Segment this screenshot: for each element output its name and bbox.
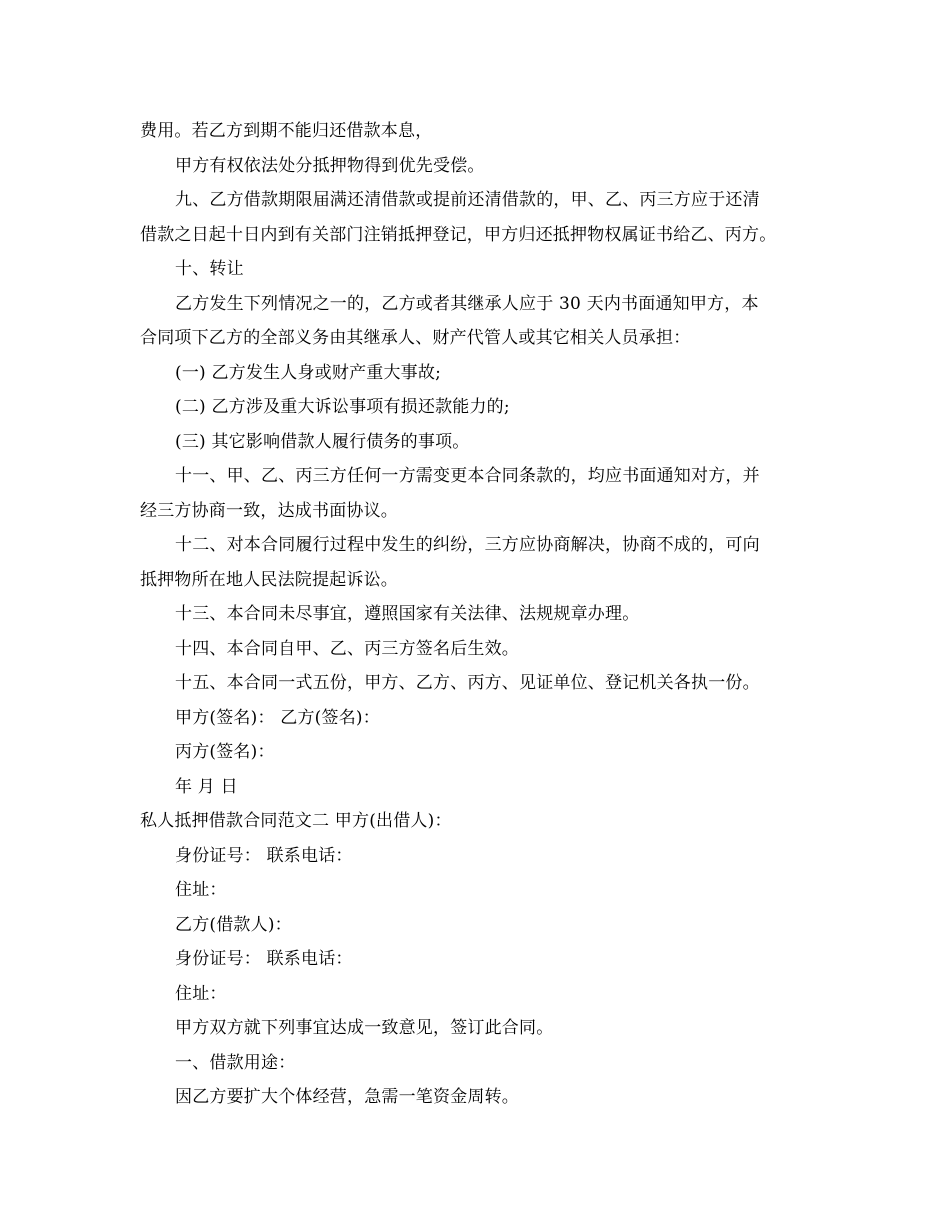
list-item-3: (三) 其它影响借款人履行债务的事项。 [175, 431, 470, 452]
paragraph-line: 甲方有权依法处分抵押物得到优先受偿。 [175, 155, 485, 176]
clause-10-line: 乙方发生下列情况之一的，乙方或者其继承人应于 30 天内书面通知甲方，本 [175, 293, 759, 314]
list-item-1: (一) 乙方发生人身或财产重大事故; [175, 362, 441, 383]
date-line: 年 月 日 [175, 776, 238, 797]
clause-12-continuation: 抵押物所在地人民法院提起诉讼。 [140, 569, 398, 590]
clause-9-continuation: 借款之日起十日内到有关部门注销抵押登记，甲方归还抵押物权属证书给乙、丙方。 [140, 224, 777, 245]
borrower-address-line: 住址： [175, 983, 227, 1004]
clause-10-continuation: 合同项下乙方的全部义务由其继承人、财产代管人或其它相关人员承担： [140, 328, 691, 348]
clause-9-line: 九、乙方借款期限届满还清借款或提前还清借款的，甲、乙、丙三方应于还清 [175, 190, 760, 210]
paragraph-line: 费用。若乙方到期不能归还借款本息， [140, 121, 433, 141]
clause-14-line: 十四、本合同自甲、乙、丙三方签名后生效。 [175, 638, 519, 659]
loan-purpose-text: 因乙方要扩大个体经营，急需一笔资金周转。 [175, 1087, 519, 1107]
borrower-line: 乙方(借款人)： [175, 914, 292, 935]
lender-id-line: 身份证号： 联系电话： [175, 845, 353, 866]
lender-address-line: 住址： [175, 880, 227, 900]
signature-line-jia-yi: 甲方(签名)： 乙方(签名)： [175, 707, 380, 728]
borrower-id-line: 身份证号： 联系电话： [175, 949, 353, 969]
loan-purpose-heading: 一、借款用途： [175, 1052, 296, 1073]
clause-10-heading: 十、转让 [175, 259, 244, 279]
clause-13-line: 十三、本合同未尽事宜，遵照国家有关法律、法规规章办理。 [175, 604, 640, 624]
second-contract-title: 私人抵押借款合同范文二 甲方(出借人)： [140, 811, 452, 831]
clause-11-line: 十一、甲、乙、丙三方任何一方需变更本合同条款的，均应书面通知对方，并 [175, 466, 760, 486]
clause-11-continuation: 经三方协商一致，达成书面协议。 [140, 500, 398, 521]
agreement-statement: 甲方双方就下列事宜达成一致意见，签订此合同。 [175, 1018, 554, 1038]
list-item-2: (二) 乙方涉及重大诉讼事项有损还款能力的; [175, 397, 510, 417]
signature-line-bing: 丙方(签名)： [175, 742, 275, 762]
clause-12-line: 十二、对本合同履行过程中发生的纠纷，三方应协商解决，协商不成的，可向 [175, 535, 760, 555]
document-body [140, 114, 820, 1115]
clause-15-line: 十五、本合同一式五份，甲方、乙方、丙方、见证单位、登记机关各执一份。 [175, 673, 760, 693]
